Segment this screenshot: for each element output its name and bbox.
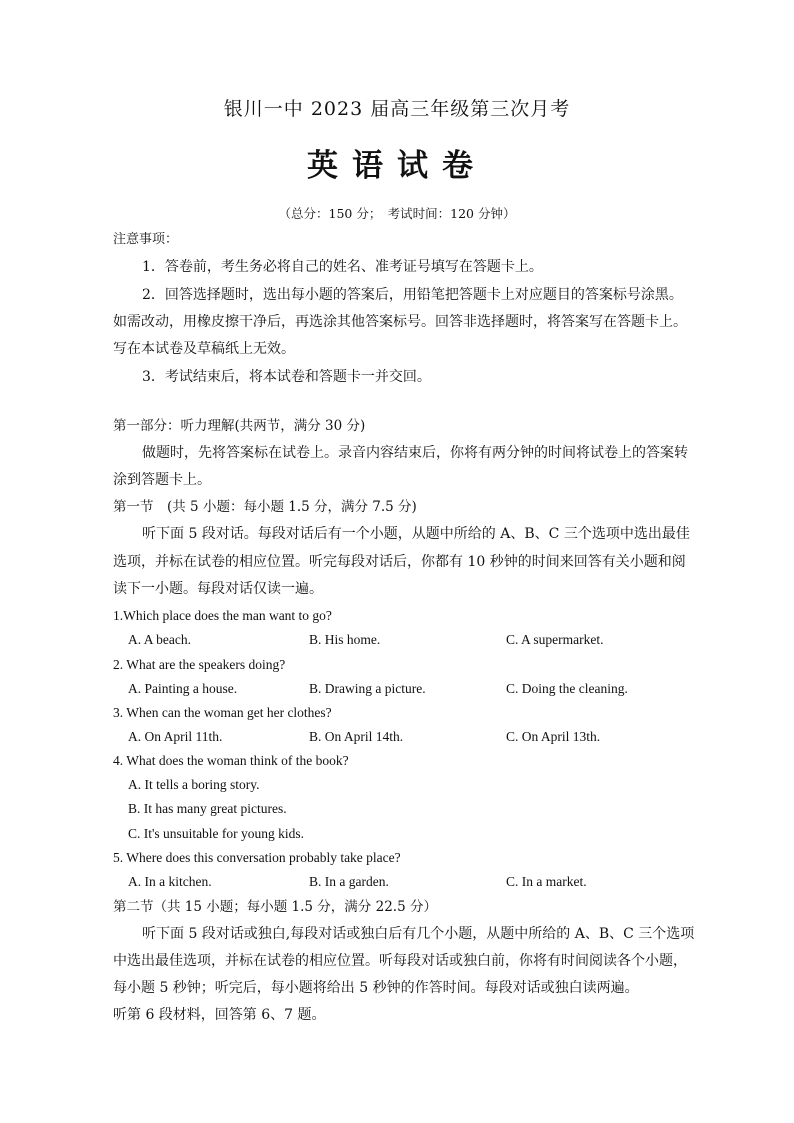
- option-b: B. On April 14th.: [309, 729, 404, 744]
- question-stem: 1.Which place does the man want to go?: [113, 608, 332, 623]
- option-a: A. On April 11th.: [128, 729, 223, 744]
- score-info: （总分：150 分； 考试时间：120 分钟）: [278, 206, 516, 221]
- notice-item-2-cont: 写在本试卷及草稿纸上无效。: [113, 341, 295, 357]
- option-a: A. It tells a boring story.: [128, 777, 260, 792]
- section2-intro-cont: 每小题 5 秒钟；听完后，每小题将给出 5 秒钟的作答时间。每段对话或独白读两遍。: [113, 980, 639, 996]
- option-a: A. A beach.: [128, 632, 191, 647]
- question-stem: 4. What does the woman think of the book?: [113, 753, 349, 768]
- option-a: A. In a kitchen.: [128, 874, 212, 889]
- option-b: B. Drawing a picture.: [309, 681, 426, 696]
- question-stem: 5. Where does this conversation probably take place?: [113, 850, 401, 865]
- option-a: A. Painting a house.: [128, 681, 238, 696]
- part1-heading: 第一部分：听力理解(共两节，满分 30 分): [113, 418, 366, 434]
- notice-heading: 注意事项：: [113, 232, 179, 247]
- option-c: C. It's unsuitable for young kids.: [128, 826, 305, 841]
- material-6-instruction: 听第 6 段材料，回答第 6、7 题。: [113, 1007, 326, 1023]
- part1-intro: 做题时，先将答案标在试卷上。录音内容结束后，你将有两分钟的时间将试卷上的答案转: [142, 445, 688, 461]
- question-stem: 3. When can the woman get her clothes?: [113, 705, 332, 720]
- notice-item-2-cont: 如需改动，用橡皮擦干净后，再选涂其他答案标号。回答非选择题时，将答案写在答题卡上。: [113, 314, 687, 330]
- section1-intro-cont: 选项，并标在试卷的相应位置。听完每段对话后，你都有 10 秒钟的时间来回答有关小题和阅: [113, 554, 686, 570]
- part1-intro-cont: 涂到答题卡上。: [113, 472, 211, 488]
- notice-item-1: 1．答卷前，考生务必将自己的姓名、准考证号填写在答题卡上。: [142, 259, 543, 275]
- section1-heading: 第一节 (共 5 小题：每小题 1.5 分，满分 7.5 分): [113, 499, 417, 515]
- section2-heading: 第二节（共 15 小题；每小题 1.5 分，满分 22.5 分）: [113, 899, 437, 915]
- exam-title: 银川一中 2023 届高三年级第三次月考: [223, 98, 571, 120]
- option-c: C. In a market.: [506, 874, 587, 889]
- option-c: C. Doing the cleaning.: [506, 681, 628, 696]
- question-stem: 2. What are the speakers doing?: [113, 657, 286, 672]
- notice-item-3: 3．考试结束后，将本试卷和答题卡一并交回。: [142, 369, 431, 385]
- option-b: B. His home.: [309, 632, 381, 647]
- option-b: B. It has many great pictures.: [128, 801, 287, 816]
- section2-intro: 听下面 5 段对话或独白,每段对话或独白后有几个小题，从题中所给的 A、B、C 三个选项: [142, 926, 695, 942]
- section1-intro-cont: 读下一小题。每段对话仅读一遍。: [113, 581, 323, 597]
- option-c: C. On April 13th.: [506, 729, 601, 744]
- subject-title: 英语试卷: [307, 148, 487, 184]
- section1-intro: 听下面 5 段对话。每段对话后有一个小题，从题中所给的 A、B、C 三个选项中选出最佳: [142, 526, 690, 542]
- option-c: C. A supermarket.: [506, 632, 604, 647]
- option-b: B. In a garden.: [309, 874, 389, 889]
- notice-item-2: 2．回答选择题时，选出每小题的答案后，用铅笔把答题卡上对应题目的答案标号涂黑。: [142, 287, 683, 303]
- section2-intro-cont: 中选出最佳选项，并标在试卷的相应位置。听每段对话或独白前，你将有时间阅读各个小题，: [113, 953, 687, 969]
